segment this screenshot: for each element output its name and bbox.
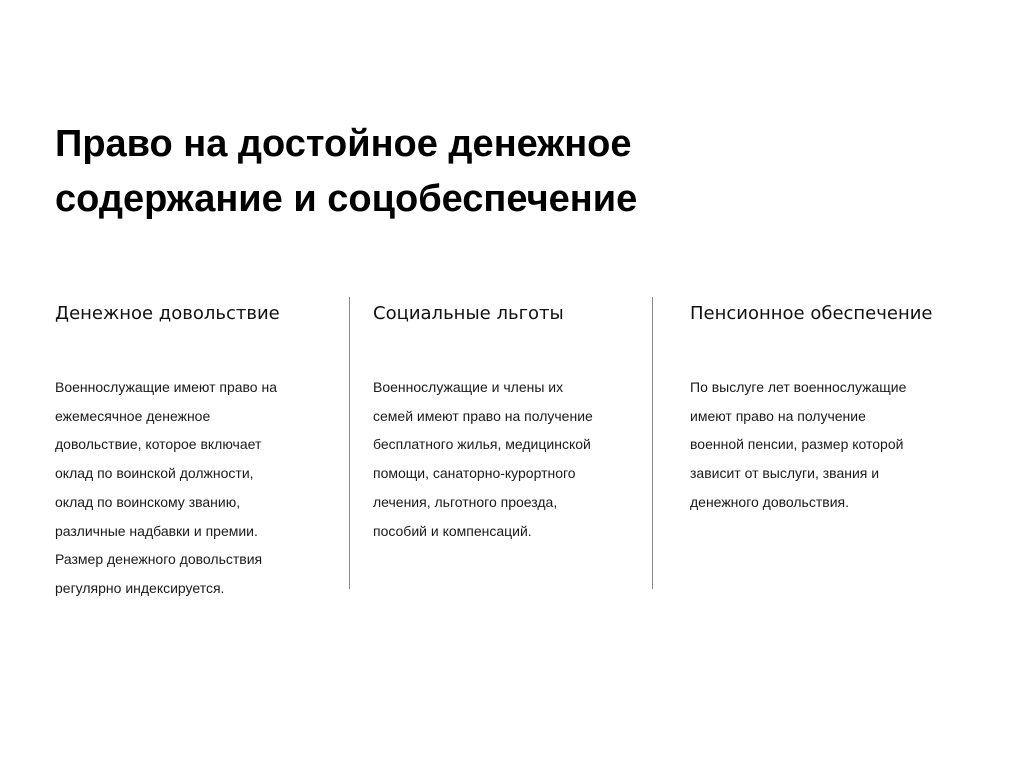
column-divider xyxy=(349,297,350,589)
body-line: зависит от выслуги, звания и xyxy=(690,465,880,482)
body-line: различные надбавки и премии. xyxy=(55,522,258,539)
body-line: лечения, льготного проезда, xyxy=(373,493,558,510)
body-line: бесплатного жилья, медицинской xyxy=(373,436,591,453)
column-divider xyxy=(652,297,653,589)
column-body xyxy=(690,373,990,517)
column-monetary-allowance xyxy=(55,300,345,603)
body-line: Военнослужащие и члены их xyxy=(373,379,564,395)
title-line-2: содержание и соцобеспечение xyxy=(55,178,638,220)
body-line: Размер денежного довольствия xyxy=(55,551,263,568)
body-line: имеют право на получение xyxy=(690,407,866,424)
column-pension-provision xyxy=(690,300,990,517)
column-heading: Пенсионное обеспечение xyxy=(690,303,933,324)
page-title xyxy=(55,117,955,227)
body-line: пособий и компенсаций. xyxy=(373,522,532,539)
column-heading: Денежное довольствие xyxy=(55,303,280,324)
body-line: оклад по воинскому званию, xyxy=(55,493,241,510)
title-line-1: Право на достойное денежное xyxy=(55,123,632,165)
body-line: По выслуге лет военнослужащие xyxy=(690,379,907,395)
body-line: регулярно индексируется. xyxy=(55,579,225,596)
body-line: помощи, санаторно-курортного xyxy=(373,465,576,482)
body-line: денежного довольствия. xyxy=(690,493,849,510)
column-social-benefits xyxy=(373,300,643,545)
body-line: оклад по воинской должности, xyxy=(55,465,254,482)
column-body xyxy=(55,373,345,603)
column-body xyxy=(373,373,643,545)
body-line: довольствие, которое включает xyxy=(55,436,262,453)
body-line: военной пенсии, размер которой xyxy=(690,436,904,453)
column-heading: Социальные льготы xyxy=(373,303,564,324)
body-line: Военнослужащие имеют право на xyxy=(55,379,278,395)
body-line: семей имеют право на получение xyxy=(373,407,593,424)
body-line: ежемесячное денежное xyxy=(55,407,211,424)
